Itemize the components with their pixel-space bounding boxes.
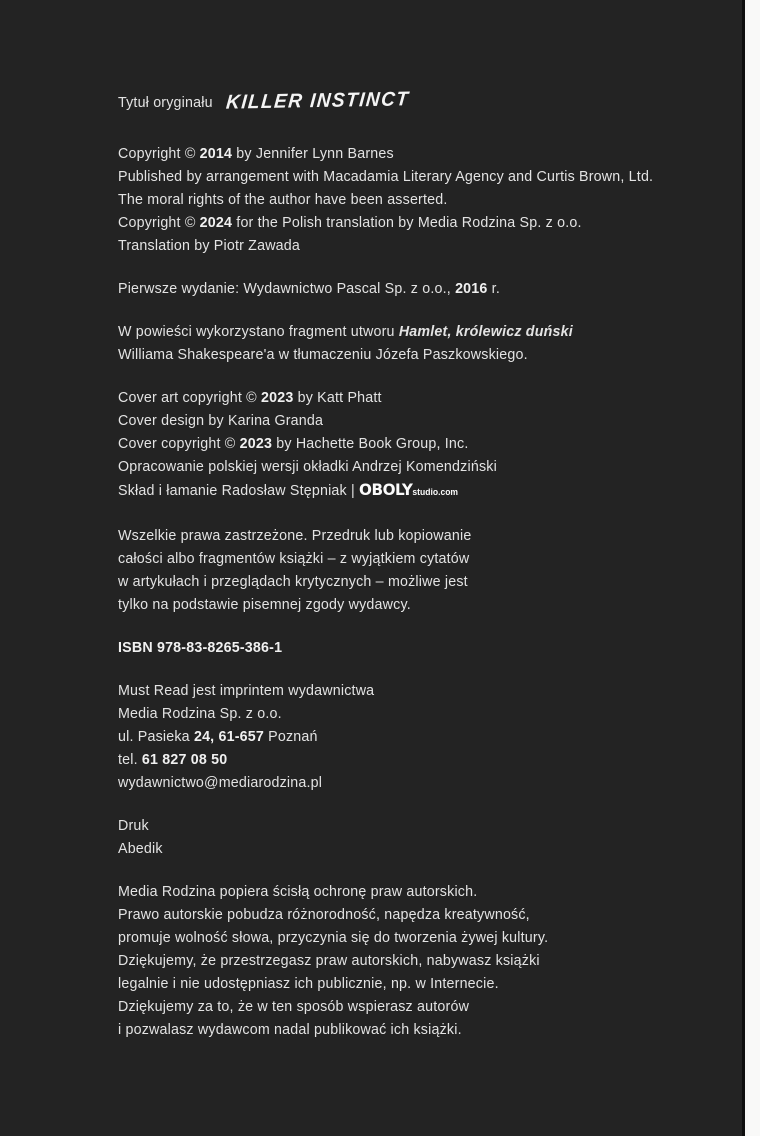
text-line: Published by arrangement with Macadamia Literary Agency and Curtis Brown, Ltd. bbox=[118, 168, 654, 185]
text-line: Media Rodzina popiera ścisłą ochronę praw autorskich. bbox=[118, 883, 478, 900]
text-line: Opracowanie polskiej wersji okładki Andrzej Komendziński bbox=[118, 458, 497, 475]
text-line: Cover copyright © 2023 by Hachette Book Group, Inc. bbox=[118, 435, 469, 452]
text-line: Media Rodzina Sp. z o.o. bbox=[118, 705, 282, 722]
text-line: Must Read jest imprintem wydawnictwa bbox=[118, 682, 375, 699]
text-line: Cover design by Karina Granda bbox=[118, 412, 324, 429]
text-line: Abedik bbox=[118, 840, 163, 857]
text-line: ul. Pasieka 24, 61-657 Poznań bbox=[118, 728, 318, 745]
original-title-value: KILLER INSTINCT bbox=[225, 88, 411, 114]
text-line: w artykułach i przeglądach krytycznych – możliwe jest bbox=[118, 573, 468, 590]
paragraph bbox=[118, 636, 698, 659]
paragraph bbox=[118, 814, 698, 860]
text-line: Dziękujemy, że przestrzegasz praw autorskich, nabywasz książki bbox=[118, 952, 540, 969]
text-line: promuje wolność słowa, przyczynia się do tworzenia żywej kultury. bbox=[118, 929, 549, 946]
text-line: Prawo autorskie pobudza różnorodność, napędza kreatywność, bbox=[118, 906, 530, 923]
paragraph bbox=[118, 320, 698, 366]
paragraph bbox=[118, 679, 698, 794]
text-line: Copyright © 2014 by Jennifer Lynn Barnes bbox=[118, 145, 394, 162]
text-line: całości albo fragmentów książki – z wyjątkiem cytatów bbox=[118, 550, 470, 567]
typesetting-studio-domain: studio.com bbox=[412, 487, 459, 497]
text-line: legalnie i nie udostępniasz ich publicznie, np. w Internecie. bbox=[118, 975, 499, 992]
text-line: Copyright © 2024 for the Polish translation by Media Rodzina Sp. z o.o. bbox=[118, 214, 582, 231]
colophon-paragraphs bbox=[118, 142, 698, 1041]
paragraph bbox=[118, 142, 698, 257]
text-line: The moral rights of the author have been asserted. bbox=[118, 191, 448, 208]
colophon-content bbox=[118, 88, 698, 1041]
text-line: W powieści wykorzystano fragment utworu Hamlet, królewicz duński bbox=[118, 323, 573, 340]
paragraph bbox=[118, 880, 698, 1041]
original-title-line bbox=[118, 88, 698, 116]
paragraph bbox=[118, 277, 698, 300]
text-line: Dziękujemy za to, że w ten sposób wspierasz autorów bbox=[118, 998, 470, 1015]
text-line: Wszelkie prawa zastrzeżone. Przedruk lub kopiowanie bbox=[118, 527, 472, 544]
text-line: ISBN 978-83-8265-386-1 bbox=[118, 639, 283, 656]
paragraph bbox=[118, 524, 698, 616]
text-line: tel. 61 827 08 50 bbox=[118, 751, 228, 768]
original-title-label: Tytuł oryginału bbox=[118, 94, 213, 111]
typesetting-studio-logo: OBOLY bbox=[359, 480, 413, 499]
text-line: wydawnictwo@mediarodzina.pl bbox=[118, 774, 323, 791]
paragraph bbox=[118, 386, 698, 504]
page-edge-strip bbox=[748, 0, 760, 1136]
text-line: Druk bbox=[118, 817, 149, 834]
text-line: Cover art copyright © 2023 by Katt Phatt bbox=[118, 389, 382, 406]
text-line: i pozwalasz wydawcom nadal publikować ich książki. bbox=[118, 1021, 462, 1038]
text-line: Skład i łamanie Radosław Stępniak | OBOLYstudio.com bbox=[118, 480, 459, 499]
text-line: tylko na podstawie pisemnej zgody wydawcy. bbox=[118, 596, 411, 613]
text-line: Translation by Piotr Zawada bbox=[118, 237, 301, 254]
text-line: Williama Shakespeare'a w tłumaczeniu Józefa Paszkowskiego. bbox=[118, 346, 528, 363]
text-line: Pierwsze wydanie: Wydawnictwo Pascal Sp. z o.o., 2016 r. bbox=[118, 280, 500, 297]
